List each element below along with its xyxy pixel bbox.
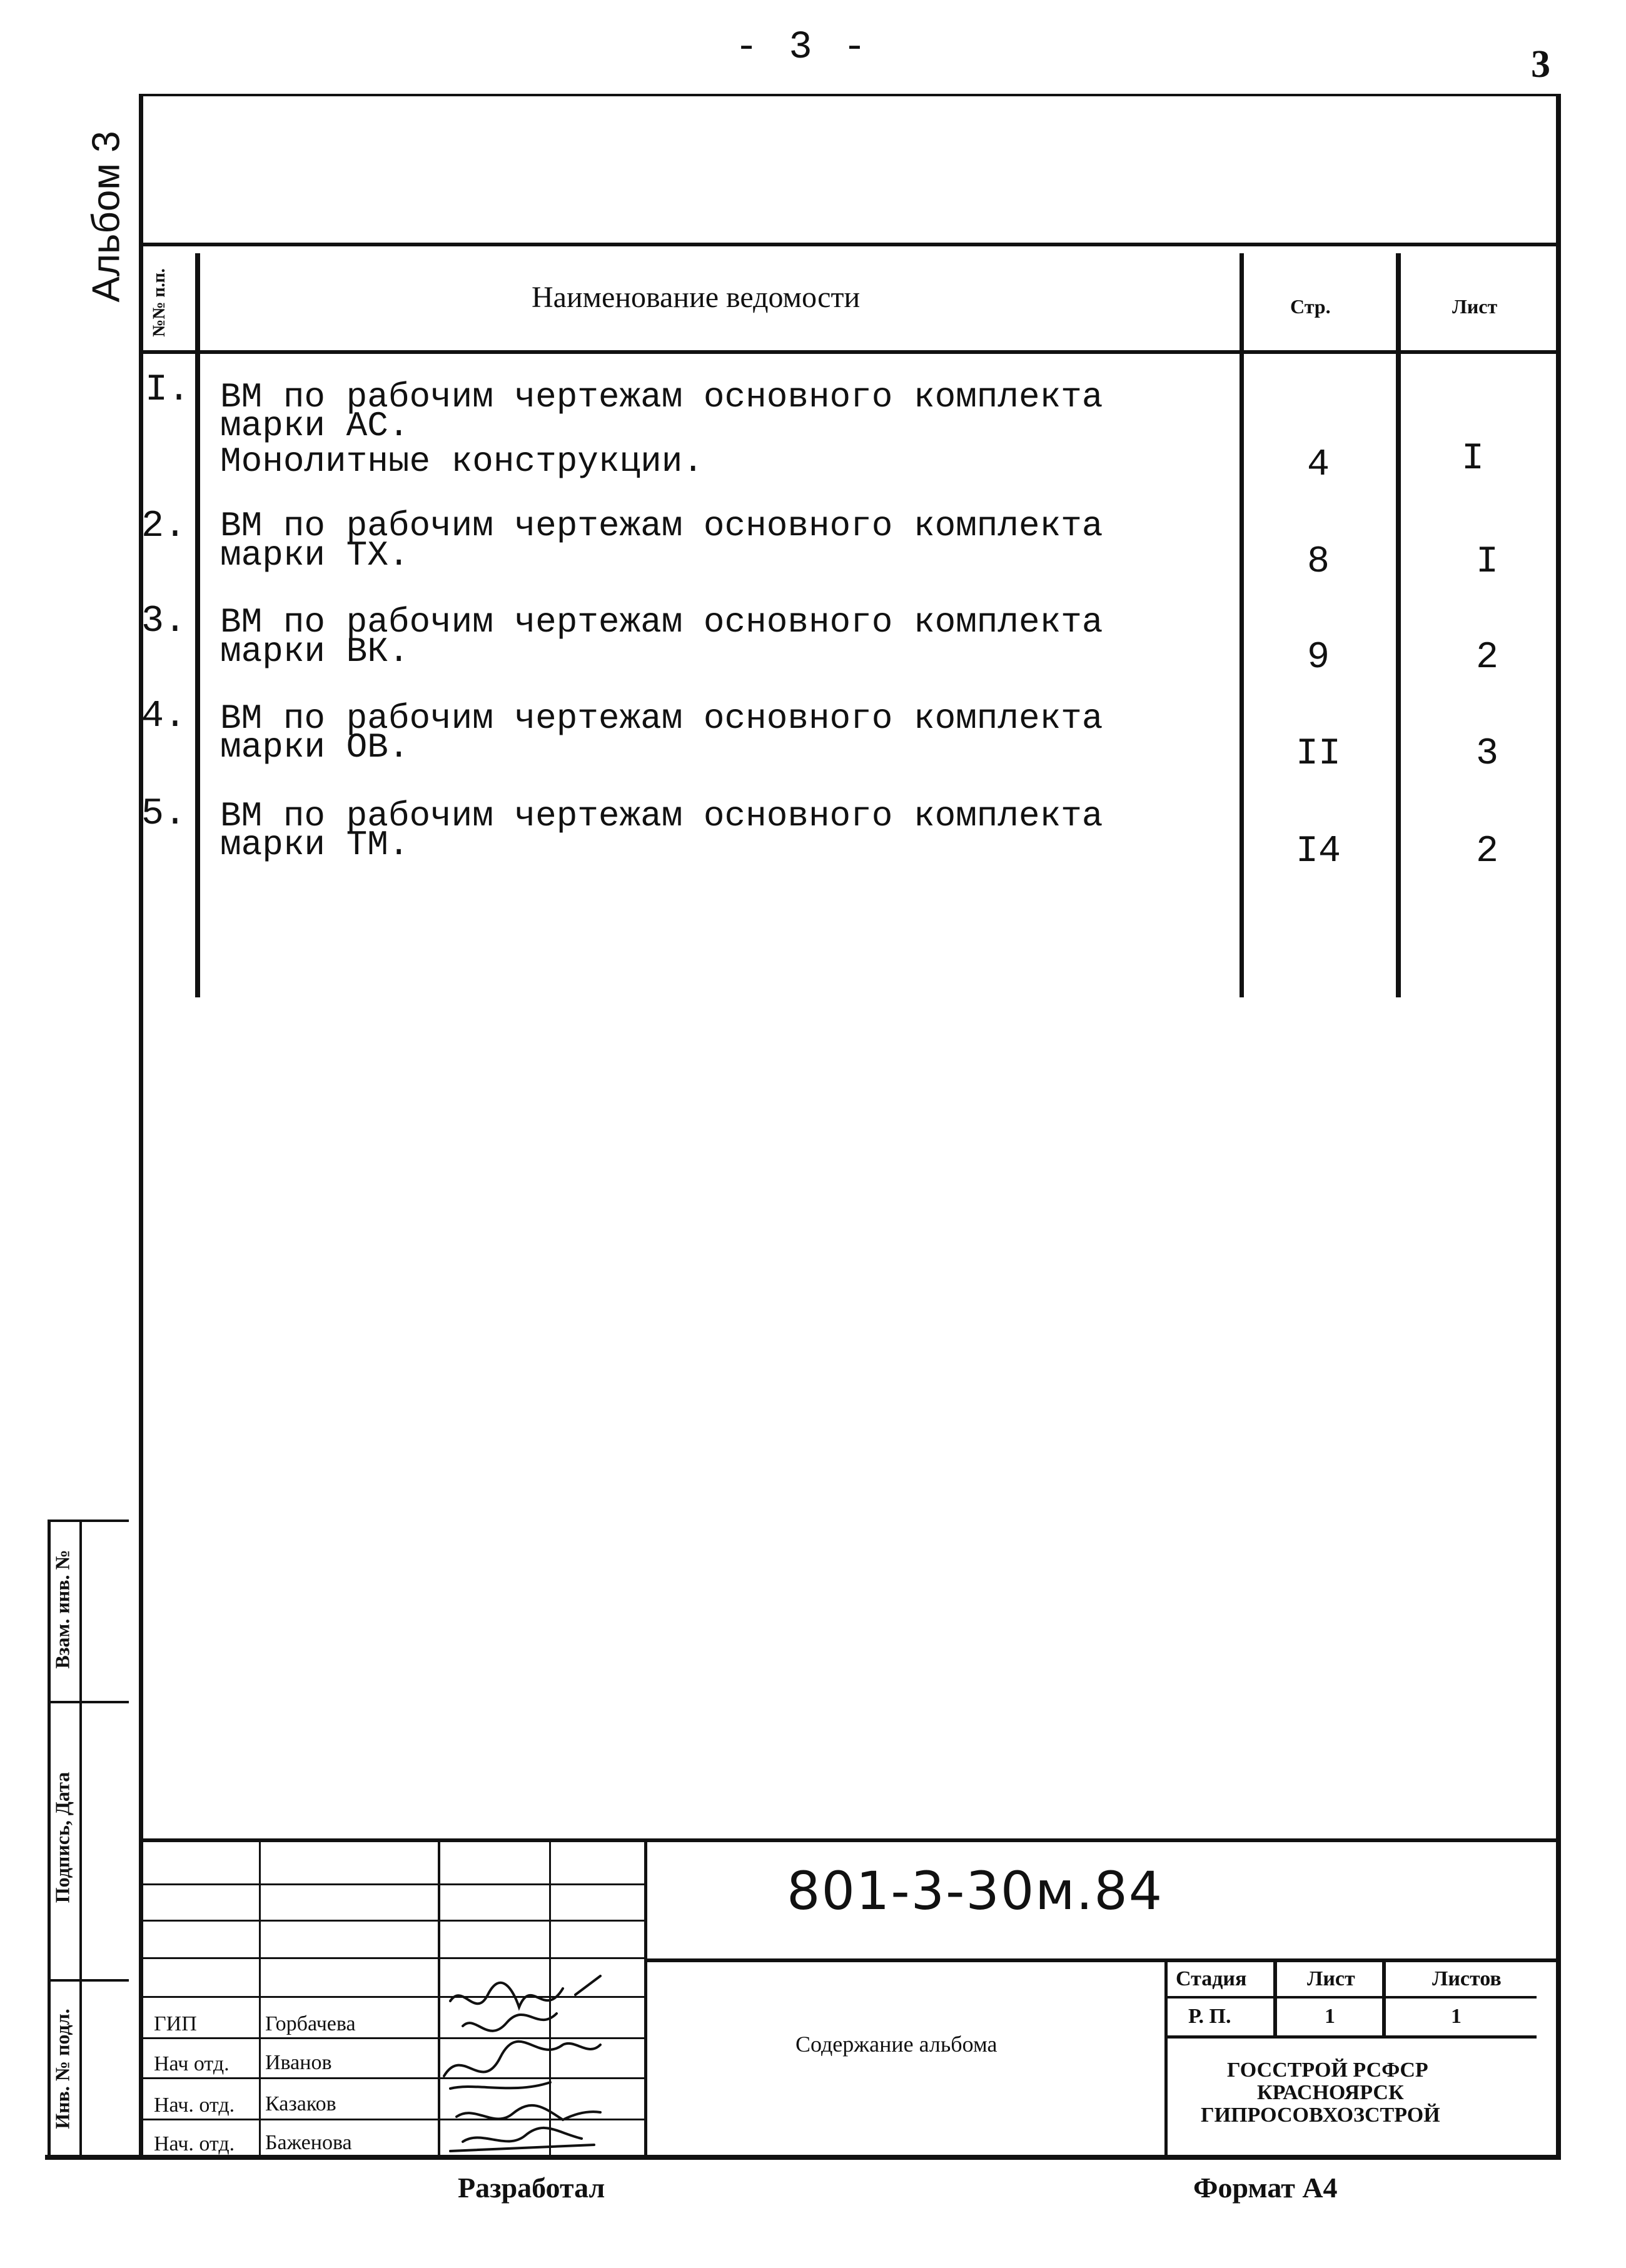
role-name: Казаков bbox=[265, 2092, 336, 2115]
stage-label: Стадия bbox=[1176, 1967, 1247, 1990]
row-line: марки ТМ. bbox=[220, 825, 410, 865]
row-line: ВМ по рабочим чертежам основного комплекта bbox=[220, 796, 1103, 836]
row-page: 8 bbox=[1306, 541, 1330, 583]
row-line: Монолитные конструкции. bbox=[220, 441, 704, 481]
role-name: Горбачева bbox=[265, 2012, 356, 2035]
row-sheet: I bbox=[1461, 438, 1484, 480]
row-line: ВМ по рабочим чертежам основного комплекта bbox=[220, 506, 1103, 546]
document-code: 801-3-30м.84 bbox=[787, 1860, 1164, 1922]
row-line: марки ВК. bbox=[220, 632, 410, 672]
row-sheet: 3 bbox=[1475, 733, 1498, 775]
page-marker: - 3 - bbox=[735, 25, 871, 69]
inv-podl-label: Инв. № подл. bbox=[51, 2008, 74, 2129]
signatures bbox=[438, 1963, 644, 2157]
format-label: Формат А4 bbox=[1193, 2172, 1338, 2204]
stage-value: Р. П. bbox=[1188, 2005, 1231, 2028]
org-line-1: ГОССТРОЙ РСФСР bbox=[1227, 2059, 1428, 2082]
sheets-value: 1 bbox=[1451, 2005, 1462, 2028]
developed-label: Разработал bbox=[458, 2172, 605, 2204]
corner-page-number: 3 bbox=[1531, 43, 1550, 86]
row-line: марки ТХ. bbox=[220, 535, 410, 575]
role-name: Баженова bbox=[265, 2131, 352, 2154]
org-line-3: ГИПРОСОВХОЗСТРОЙ bbox=[1201, 2104, 1440, 2127]
row-line: ВМ по рабочим чертежам основного комплекта bbox=[220, 602, 1103, 642]
role-name: Иванов bbox=[265, 2051, 332, 2074]
role-label: Нач. отд. bbox=[154, 2094, 235, 2117]
row-page: II bbox=[1295, 733, 1341, 775]
document-title: Содержание альбома bbox=[795, 2032, 997, 2057]
row-number: 2. bbox=[141, 505, 187, 548]
sheet-label: Лист bbox=[1307, 1967, 1355, 1990]
role-label: Нач отд. bbox=[154, 2052, 230, 2075]
row-number: 5. bbox=[141, 793, 187, 835]
row-page: 4 bbox=[1306, 444, 1330, 486]
col-num-header: №№ п.п. bbox=[149, 268, 169, 337]
row-number: 4. bbox=[141, 695, 187, 738]
role-label: Нач. отд. bbox=[154, 2132, 235, 2155]
col-page-header: Стр. bbox=[1290, 295, 1331, 318]
row-line: ВМ по рабочим чертежам основного комплекта bbox=[220, 698, 1103, 738]
row-page: 9 bbox=[1306, 637, 1330, 679]
row-sheet: I bbox=[1475, 541, 1498, 583]
role-label: ГИП bbox=[154, 2012, 197, 2035]
row-number: 3. bbox=[141, 600, 187, 643]
col-name-header: Наименование ведомости bbox=[532, 281, 861, 314]
row-sheet: 2 bbox=[1475, 637, 1498, 679]
row-line: марки ОВ. bbox=[220, 727, 410, 767]
row-line: ВМ по рабочим чертежам основного комплекта bbox=[220, 377, 1103, 417]
signature-date-label: Подпись, Дата bbox=[51, 1772, 74, 1903]
org-line-2: КРАСНОЯРСК bbox=[1257, 2081, 1404, 2104]
sheets-label: Листов bbox=[1432, 1967, 1502, 1990]
row-line: марки АС. bbox=[220, 406, 410, 446]
inv-zam-label: Взам. инв. № bbox=[51, 1550, 74, 1669]
row-sheet: 2 bbox=[1475, 830, 1498, 873]
album-label: Альбом 3 bbox=[84, 131, 128, 303]
row-number: I. bbox=[145, 369, 191, 411]
col-sheet-header: Лист bbox=[1452, 295, 1498, 318]
sheet-value: 1 bbox=[1325, 2005, 1335, 2028]
row-page: I4 bbox=[1295, 830, 1341, 873]
